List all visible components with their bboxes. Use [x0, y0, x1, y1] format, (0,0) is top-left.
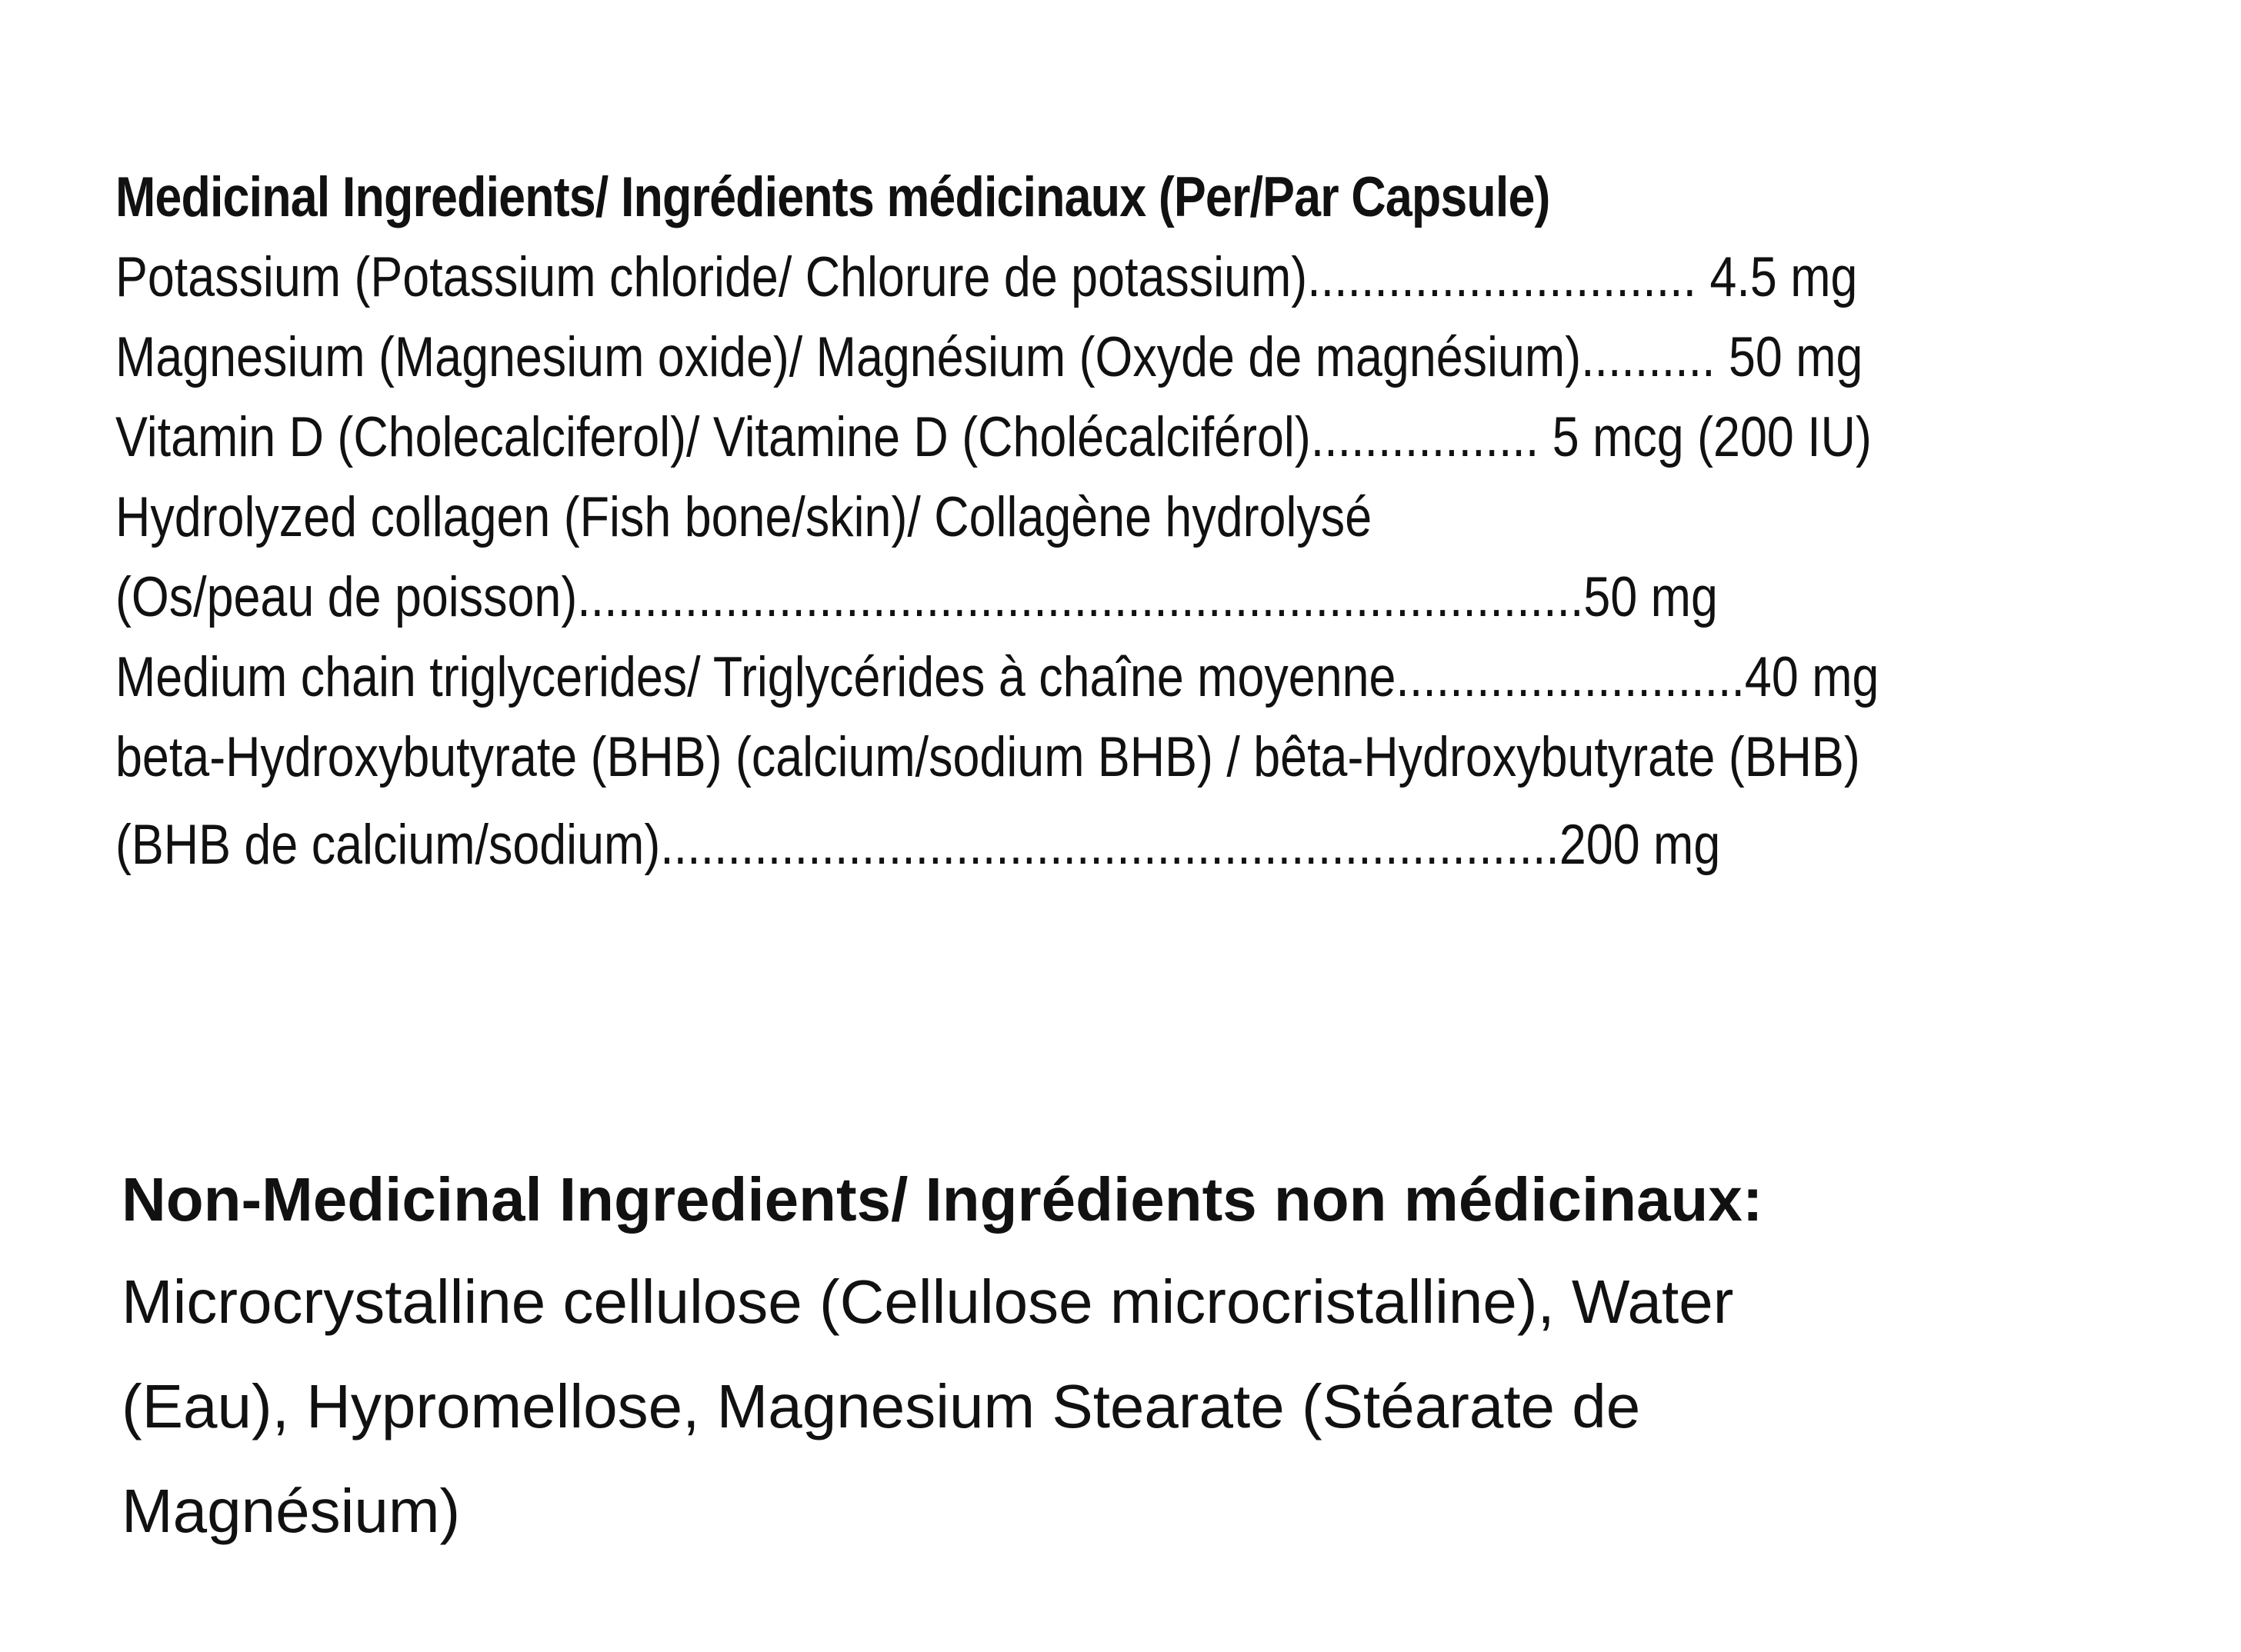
ingredient-line-potassium: Potassium (Potassium chloride/ Chlorure de potassium)............................. 4.5 mg — [115, 246, 1858, 308]
ingredient-line-collagen: Hydrolyzed collagen (Fish bone/skin)/ Collagène hydrolysé — [115, 486, 1372, 548]
non-medicinal-ingredients-heading: Non-Medicinal Ingredients/ Ingrédients non médicinaux: — [122, 1165, 1763, 1234]
non-medicinal-line: Magnésium) — [122, 1477, 461, 1545]
ingredient-line-bhb: beta-Hydroxybutyrate (BHB) (calcium/sodium BHB) / bêta-Hydroxybutyrate (BHB) — [115, 726, 1860, 788]
medicinal-ingredients-heading: Medicinal Ingredients/ Ingrédients médicinaux (Per/Par Capsule) — [115, 166, 1550, 228]
ingredient-line-bhb-amount: (BHB de calcium/sodium)...................................................................200 mg — [115, 814, 1721, 876]
ingredient-line-mct: Medium chain triglycerides/ Triglycérides à chaîne moyenne..........................40 mg — [115, 646, 1879, 708]
ingredient-line-vitamin-d: Vitamin D (Cholecalciferol)/ Vitamine D (Cholécalciférol)................. 5 mcg (200 IU) — [115, 406, 1872, 468]
ingredient-line-magnesium: Magnesium (Magnesium oxide)/ Magnésium (Oxyde de magnésium).......... 50 mg — [115, 326, 1863, 388]
non-medicinal-line: Microcrystalline cellulose (Cellulose microcristalline), Water — [122, 1267, 1734, 1336]
non-medicinal-ingredients-section — [122, 1150, 2091, 1564]
non-medicinal-line: (Eau), Hypromellose, Magnesium Stearate (Stéarate de — [122, 1372, 1641, 1441]
medicinal-ingredients-section — [115, 158, 2108, 885]
ingredient-line-collagen-amount: (Os/peau de poisson)...........................................................................50 mg — [115, 566, 1718, 628]
